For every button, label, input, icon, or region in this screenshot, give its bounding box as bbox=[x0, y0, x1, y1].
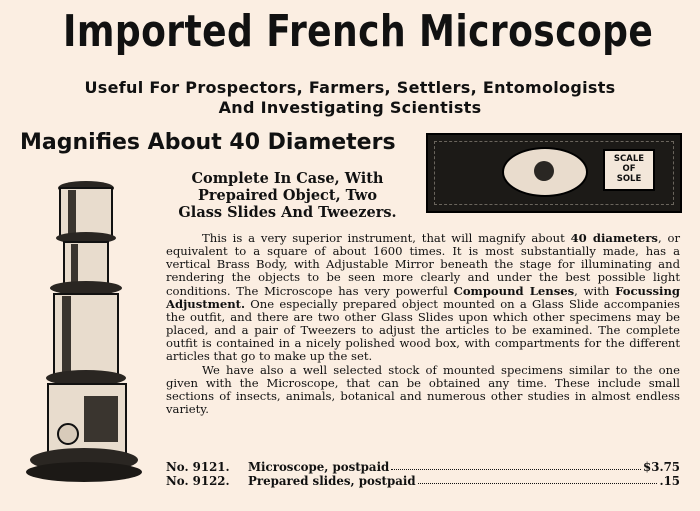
order-number: No. 9121. bbox=[166, 460, 230, 474]
case-medallion bbox=[502, 147, 588, 197]
case-illustration bbox=[426, 133, 682, 213]
subtitle-line-2: And Investigating Scientists bbox=[218, 98, 482, 117]
order-line bbox=[166, 474, 680, 488]
order-line bbox=[166, 460, 680, 474]
page-title: Imported French Microscope bbox=[63, 6, 654, 57]
magnification-heading: Magnifies About 40 Diameters bbox=[20, 130, 396, 155]
case-scale-label: SCALE OF SOLE bbox=[603, 149, 655, 191]
leader-dots bbox=[418, 474, 658, 484]
microscope-illustration bbox=[24, 176, 164, 488]
order-description: Microscope, postpaid bbox=[248, 460, 390, 474]
contents-line: Prepaired Object, Two bbox=[197, 187, 378, 204]
order-price: $3.75 bbox=[643, 460, 680, 474]
order-number: No. 9122. bbox=[166, 474, 230, 488]
subtitle-line-1: Useful For Prospectors, Farmers, Settlers, Entomologists bbox=[84, 78, 616, 97]
order-price: .15 bbox=[659, 474, 680, 488]
contents-line: Complete In Case, With bbox=[191, 170, 384, 187]
contents-line: Glass Slides And Tweezers. bbox=[178, 204, 397, 221]
contents-heading bbox=[150, 170, 425, 221]
description-paragraph: We have also a well selected stock of mounted specimens similar to the one given with the Microscope, that can be obtained any time. These include small sections of insects, animals, botanical and numerous other studies in almost endless variety. bbox=[166, 362, 680, 417]
leader-dots bbox=[391, 460, 641, 470]
order-description: Prepared slides, postpaid bbox=[248, 474, 416, 488]
description-paragraph: This is a very superior instrument, that will magnify about 40 diameters, or equivalent to a square of about 1600 times. It is most substantially made, has a vertical Brass Body, with Adjustable Mirror beneath the stage for illuminating and rendering the objects to be seen more clearly and under the best possible light conditions. The Microscope has very powerful Compound Lenses, with Focussing Adjustment. One especially prepared object mounted on a Glass Slide accompanies the outfit, and there are two other Glass Slides upon which other specimens may be placed, and a pair of Tweezers to adjust the articles to be examined. The complete outfit is contained in a nicely polished wood box, with compartments for the different articles that go to make up the set. bbox=[166, 231, 680, 364]
description-text bbox=[166, 232, 680, 416]
